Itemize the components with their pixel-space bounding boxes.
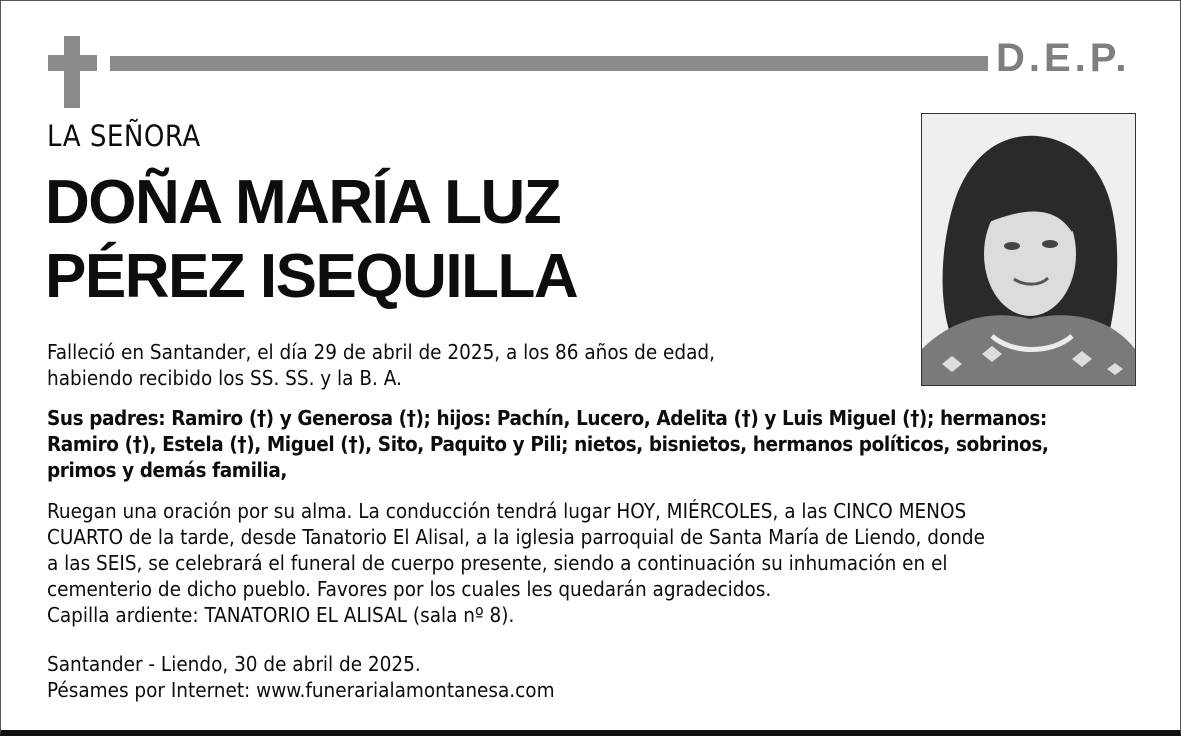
- family-line: Ramiro (†), Estela (†), Miguel (†), Sito, Paquito y Pili; nietos, bisnietos, hermanos políticos, sobrinos,: [47, 432, 1049, 456]
- footer: [47, 651, 1117, 703]
- name-line-1: DOÑA MARÍA LUZ: [45, 168, 561, 237]
- death-notice-line: habiendo recibido los SS. SS. y la B. A.: [47, 366, 402, 390]
- ceremony-line: Capilla ardiente: TANATORIO EL ALISAL (sala nº 8).: [47, 603, 515, 627]
- ceremony-details: [47, 498, 1117, 628]
- ceremony-line: a las SEIS, se celebrará el funeral de cuerpo presente, siendo a continuación su inhumación en el: [47, 551, 948, 575]
- death-notice: [47, 339, 1117, 391]
- honorific: LA SEÑORA: [47, 119, 201, 153]
- dep-label: D.E.P.: [996, 36, 1131, 80]
- cross-icon-arm: [48, 55, 97, 71]
- family-list: [47, 405, 1117, 483]
- place-date: Santander - Liendo, 30 de abril de 2025.: [47, 652, 421, 676]
- ceremony-line: cementerio de dicho pueblo. Favores por los cuales les quedarán agradecidos.: [47, 577, 772, 601]
- name-line-2: PÉREZ ISEQUILLA: [45, 242, 578, 311]
- cross-icon: [64, 36, 80, 108]
- family-line: primos y demás familia,: [47, 458, 287, 482]
- family-line: Sus padres: Ramiro (†) y Generosa (†); hijos: Pachín, Lucero, Adelita (†) y Luis Miguel (†); hermanos:: [47, 406, 1047, 430]
- header-rule: [110, 56, 988, 71]
- ceremony-line: CUARTO de la tarde, desde Tanatorio El Alisal, a la iglesia parroquial de Santa María de Liendo, donde: [47, 525, 985, 549]
- death-notice-line: Falleció en Santander, el día 29 de abril de 2025, a los 86 años de edad,: [47, 340, 715, 364]
- deceased-name: [45, 166, 577, 314]
- ceremony-line: Ruegan una oración por su alma. La conducción tendrá lugar HOY, MIÉRCOLES, a las CINCO MENOS: [47, 499, 967, 523]
- condolences-website[interactable]: Pésames por Internet: www.funerarialamontanesa.com: [47, 678, 555, 702]
